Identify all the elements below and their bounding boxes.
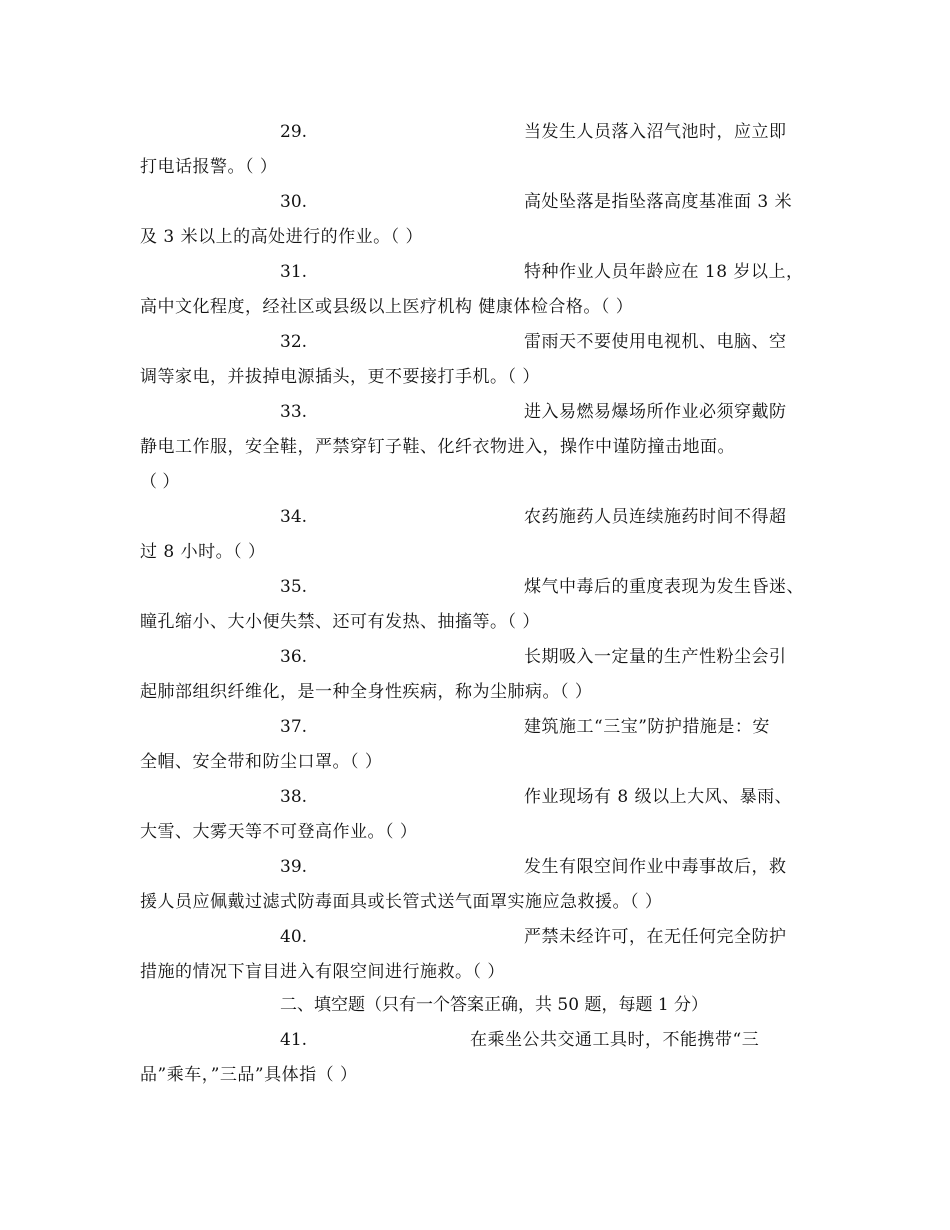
question-40: [0, 925, 950, 995]
question-35: [0, 575, 950, 645]
question-number: 32.: [280, 332, 308, 352]
question-lead: 建筑施工“三宝”防护措施是：安: [524, 717, 770, 737]
question-lead: 长期吸入一定量的生产性粉尘会引: [524, 647, 787, 667]
question-continuation: 过 8 小时。（ ）: [140, 542, 266, 562]
question-41: [0, 1028, 950, 1098]
question-continuation: 全帽、安全带和防尘口罩。（ ）: [140, 752, 383, 772]
question-number: 30.: [280, 192, 308, 212]
question-38: [0, 785, 950, 855]
question-37: [0, 715, 950, 785]
question-lead: 严禁未经许可，在无任何完全防护: [524, 927, 787, 947]
question-lead: 煤气中毒后的重度表现为发生昏迷、: [524, 577, 804, 597]
question-continuation: 及 3 米以上的高处进行的作业。（ ）: [140, 227, 424, 247]
question-number: 29.: [280, 122, 308, 142]
question-lead: 当发生人员落入沼气池时，应立即: [524, 122, 787, 142]
question-lead: 特种作业人员年龄应在 18 岁以上，: [524, 262, 804, 282]
question-continuation: 打电话报警。（ ）: [140, 157, 278, 177]
question-number: 34.: [280, 507, 308, 527]
question-number: 39.: [280, 857, 308, 877]
question-number: 41.: [280, 1030, 308, 1050]
question-31: [0, 260, 950, 330]
question-continuation: 调等家电，并拔掉电源插头，更不要接打手机。（ ）: [140, 367, 540, 387]
question-32: [0, 330, 950, 400]
question-39: [0, 855, 950, 925]
question-continuation: 品”乘车，”三品”具体指（ ）: [140, 1065, 358, 1085]
question-number: 40.: [280, 927, 308, 947]
question-number: 37.: [280, 717, 308, 737]
question-number: 33.: [280, 402, 308, 422]
question-lead: 雷雨天不要使用电视机、电脑、空: [524, 332, 787, 352]
question-continuation: 措施的情况下盲目进入有限空间进行施救。（ ）: [140, 962, 505, 982]
question-answer-blank: （ ）: [140, 472, 180, 492]
question-33: [0, 400, 950, 505]
question-34: [0, 505, 950, 575]
question-continuation: 大雪、大雾天等不可登高作业。（ ）: [140, 822, 418, 842]
question-continuation: 援人员应佩戴过滤式防毒面具或长管式送气面罩实施应急救援。（ ）: [140, 892, 663, 912]
question-lead: 农药施药人员连续施药时间不得超: [524, 507, 787, 527]
question-30: [0, 190, 950, 260]
question-29: [0, 120, 950, 190]
question-number: 35.: [280, 577, 308, 597]
question-continuation: 高中文化程度，经社区或县级以上医疗机构 健康体检合格。（ ）: [140, 297, 634, 317]
question-36: [0, 645, 950, 715]
question-lead: 发生有限空间作业中毒事故后，救: [524, 857, 787, 877]
question-lead: 作业现场有 8 级以上大风、暴雨、: [524, 787, 793, 807]
question-number: 36.: [280, 647, 308, 667]
question-continuation: 起肺部组织纤维化，是一种全身性疾病，称为尘肺病。（ ）: [140, 682, 593, 702]
section-heading: 二、填空题（只有一个答案正确，共 50 题，每题 1 分）: [280, 995, 709, 1015]
question-lead: 在乘坐公共交通工具时，不能携带“三: [470, 1030, 760, 1050]
question-lead: 高处坠落是指坠落高度基准面 3 米: [524, 192, 793, 212]
question-number: 38.: [280, 787, 308, 807]
question-lead: 进入易燃易爆场所作业必须穿戴防: [524, 402, 787, 422]
question-continuation: 瞳孔缩小、大小便失禁、还可有发热、抽搐等。（ ）: [140, 612, 540, 632]
question-continuation: 静电工作服，安全鞋，严禁穿钉子鞋、化纤衣物进入，操作中谨防撞击地面。: [140, 437, 735, 457]
question-number: 31.: [280, 262, 308, 282]
